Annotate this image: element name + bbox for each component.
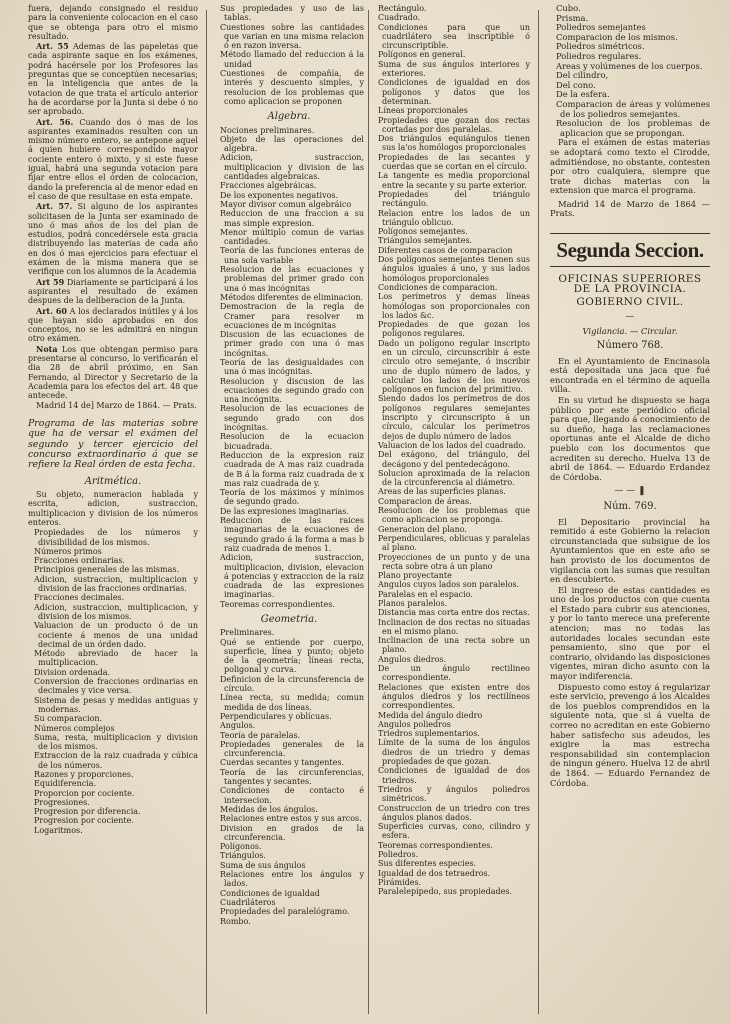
list-item: Dos triángulos equiángulos tienen sus la'os homólogos proporcionales: [378, 134, 530, 153]
divider: [550, 266, 710, 267]
list-item: Del cilindro,: [556, 70, 609, 81]
list-item: Triángulos.: [220, 851, 266, 861]
list-item: Nociones preliminares.: [220, 125, 315, 135]
list-item: De la esfera.: [556, 89, 610, 100]
list-item: Progresion por cociente.: [34, 816, 134, 826]
list-item: Condiciones de igualdad: [220, 888, 320, 898]
list-item: Del cono.: [556, 79, 596, 90]
list-item: Areas de las superficies planas.: [378, 487, 506, 497]
list-item: De las expresiones imaginarias.: [220, 506, 349, 516]
article-paragraph: Nota Los que obtengan permiso para presentarse al concurso, lo verificarán el dia 28 de abril próximo, en San Fernando, al Director y Secretario de la Academia para los efectos del art. 48 que antecede.: [28, 343, 198, 401]
list-item: Relacion entre los lados de un triángulo oblicuo.: [378, 208, 530, 227]
list-item: Poliedros semejantes: [556, 22, 646, 33]
list-item: Su comparacion.: [34, 714, 103, 724]
list-item: Angulos cuyos lados son paralelos.: [378, 580, 520, 590]
list-item: La tangente es media proporcional entre la secante y su parte exterior.: [378, 171, 530, 190]
list-item: Líneas proporcionales: [378, 106, 468, 116]
list-item: Condiciones de comparacion.: [378, 282, 498, 292]
list-item: Propiedades de las secantes y cuerdas que se cortan en el círculo.: [378, 152, 530, 172]
list-item: Inclinacion de una recta sobre un plano.: [378, 636, 530, 655]
dateline: Madrid 14 de] Marzo de 1864. — Prats.: [36, 401, 197, 411]
list-item: Teoremas correspondientes.: [220, 599, 335, 609]
list-item: Resolucion de los problemas de aplicacion que se propongan.: [556, 118, 710, 138]
section-title: Segunda Seccion.: [556, 238, 704, 263]
list-item: Reduccion de la expresion raiz cuadrada de A mas raiz cuadrada de B á la forma raiz cuadrada de x mas raiz cuadrada de y.: [220, 450, 364, 488]
list-item: Extraccion de la raiz cuadrada y cúbica de los números.: [34, 751, 198, 770]
list-item: Teoría de las funciones enteras de una sola variable: [220, 246, 364, 265]
list-item: Proyecciones de un punto y de una recta sobre otra á un plano: [378, 552, 530, 571]
list-item: Adicion, sustraccion, multiplicacion, y division de los mismos.: [34, 602, 198, 621]
arithmetic-list: [28, 528, 198, 835]
list-item: Triángulos semejantes.: [378, 236, 473, 246]
list-item: Principios generales de las mismas.: [34, 565, 180, 575]
list-item: Resolucion de los problemas que como aplicacion se proponga.: [378, 506, 530, 525]
list-item: Generacion del plano.: [378, 524, 467, 534]
list-item: Sus diferentes especies.: [378, 859, 477, 869]
list-item: Angulos poliedros: [378, 719, 451, 729]
list-item: Resolucion de las ecuaciones de segundo grado con dos incógnitas.: [220, 404, 364, 433]
list-item: Del exágono, del triángulo, del decágono y del pentedecágono.: [378, 450, 530, 469]
list-item: Demostracion de la regla de Cramer para resolver m ecuaciones de m incógnitas: [220, 302, 364, 330]
list-item: Rectángulo.: [378, 4, 427, 13]
list-item: Planos paralelos.: [378, 599, 448, 608]
list-item: Qué se entiende por cuerpo, superficie, línea y punto; objeto de la geometría; líneas recta, poligonal y curva.: [220, 637, 364, 675]
list-item: Límite de la suma de los ángulos diedros de un triedro y demas propiedades de que gozan.: [378, 738, 530, 767]
list-item: Comparacion de áreas.: [378, 496, 472, 506]
government-title: GOBIERNO CIVIL.: [576, 296, 684, 309]
article-paragraph: Art. 55 Ademas de las papeletas que cada aspirante saque en los exámenes, podrá hacérsele por los Profesores las preguntas que se conceptúen necesarias; en la inteligencia que antes de la votacion de que trata el artículo anterior ha de acordarse por la Junta si debe ó no ser aprobado.: [28, 41, 198, 117]
list-item: Métodos diferentes de eliminacion.: [220, 292, 364, 302]
list-item: Dos polígonos semejantes tienen sus ángulos iguales á uno, y sus lados homólogos proporcionales: [378, 255, 530, 283]
column-1: [28, 4, 198, 1020]
proportion-list: [214, 4, 364, 106]
notice-paragraph: En el Ayuntamiento de Encinasola está depositada una jaca que fué encontrada en el término de aquella villa.: [550, 355, 710, 395]
list-item: Los perímetros y demas líneas homólogas son proporcionales con los lados &c.: [378, 292, 530, 320]
list-item: Triedros suplementarios.: [378, 729, 480, 739]
list-item: Condiciones de igualdad en dos polígonos y datos que los determinan.: [378, 78, 530, 106]
list-item: Fracciones ordinarias.: [34, 556, 126, 566]
list-item: Diferentes casos de comparacion: [378, 245, 513, 255]
divider: [550, 233, 710, 234]
list-item: De los exponentes negativos.: [220, 190, 339, 200]
list-item: Dado un polígono regular inscripto en un circulo, circunscribir á este circulo otro semejante, ó inscribir uno de duplo número de lados, y calcular los lados de los nuevos polígonos en funcion del primitivo.: [378, 338, 530, 395]
article-paragraph: Art. 60 A los declarados inútiles y á los que hayan sido aprobados en dos conceptos, no se les admitirá en ningun otro exámen.: [28, 305, 198, 344]
list-item: Medidas de los ángulos.: [220, 804, 318, 814]
ornament-rule: —: [625, 311, 635, 322]
list-item: Adicion, sustraccion, multiplicacion, division, elevacion á potencias y extraccion de la raiz cuadrada de las expresiones imaginarias.: [220, 553, 364, 600]
ornament-rule: — — ❚: [614, 486, 646, 497]
column-4: [550, 4, 710, 1020]
notice-paragraph: El Depositario provincial ha remitido á este Gobierno la relacion circunstanciada que subsigue de los Ayuntamientos que en este año se han provisto de los documentos de vigilancia con las sumas que resultan en descubierto.: [550, 516, 710, 585]
list-item: Cuestiones de compañía, de interés y descuento simples, y resolucion de los problemas que como aplicacion se proponen: [220, 69, 364, 106]
notice-number: Número 768.: [596, 340, 664, 352]
list-item: Equidiferencia.: [34, 779, 97, 789]
list-item: Propiedades de los números y divisibilidad de los mismos.: [34, 528, 198, 547]
list-item: Paralelepípedo, sus propiedades.: [378, 887, 513, 897]
lead-paragraph: fuera, dejando consignado el residuo para la conveniente colocacion en el caso que se obtenga para otro el mismo resultado.: [28, 4, 198, 41]
list-item: Condiciones de contacto é intersecion.: [220, 786, 364, 805]
list-item: Razones y proporciones.: [34, 770, 134, 779]
list-item: Su objeto, numeracion hablada y escrita, adicion, sustraccion, multiplicacion y division de los números enteros.: [28, 490, 198, 527]
list-item: Progresiones.: [34, 797, 90, 807]
heading-algebra: Algebra.: [267, 111, 311, 123]
list-item: Resolucion y discusion de las ecuaciones de segundo grado con una incógnita.: [220, 376, 364, 405]
list-item: Relaciones entre los ángulos y lados.: [220, 870, 364, 889]
offices-title: OFICINAS SUPERIORES DE LA PROVINCIA.: [558, 273, 702, 295]
list-item: Siendo dados los perímetros de dos polígonos regulares semejantes inscripto y circunscripto á un círculo, calcular los perímetros dejos de duplo número de lados: [378, 394, 530, 441]
list-item: Teoría de las circunferencias, tangentes y secantes.: [220, 767, 364, 787]
list-item: Pirámides.: [378, 877, 422, 887]
list-item: Cuerdas secantes y tangentes.: [220, 758, 345, 768]
list-item: Poliedros.: [378, 850, 419, 860]
list-item: Propiedades que gozan dos rectas cortadas por dos paralelas.: [378, 115, 530, 134]
list-item: Inclinacion de dos rectas no situadas en el mismo plano.: [378, 617, 530, 636]
list-item: Teoría de los máximos y mínimos de segundo grado.: [220, 488, 364, 507]
list-item: Relaciones que existen entre dos ángulos diedros y los rectilíneos correspondientes.: [378, 682, 530, 711]
list-item: Rombo.: [220, 916, 251, 926]
list-item: Paralelas en el espacio.: [378, 589, 473, 599]
list-item: Condiciones de igualdad de dos triedros.: [378, 766, 530, 785]
list-item: Suma de sus ángulos: [220, 860, 306, 870]
column-2: [214, 4, 364, 1020]
dateline: Madrid 14 de Marzo de 1864 — Prats.: [550, 198, 710, 219]
list-item: Teoremas correspondientes.: [378, 840, 493, 850]
list-item: Línea recta, su medida; comun medida de dos líneas.: [220, 693, 364, 712]
article-paragraph: Art. 57. Si alguno de los aspirantes solicitasen de la Junta ser examinado de uno ó mas años de los del plan de estudios, podrá concedérsele esta gracia distribuyendo las materias de cada año en dos ó mas ejercicios para efectuar el exámen de la misma manera que se verifique con los alumnos de la Academia: [28, 201, 198, 277]
list-item: Perpendiculares y oblícuas.: [220, 711, 332, 721]
list-item: Construccion de un triedro con tres ángulos planos dados.: [378, 803, 530, 822]
list-item: Suma de sus ángulos interiores y exteriores.: [378, 59, 530, 79]
list-item: Fracciones decimales.: [34, 593, 125, 603]
list-item: Método abreviado de hacer la multiplicacion.: [34, 649, 198, 668]
list-item: Objeto de las operaciones del algebra.: [220, 134, 364, 154]
list-item: Menor múltiplo comun de varias cantidades.: [220, 227, 364, 247]
list-item: Superficies curvas, cono, cilindro y esfera.: [378, 822, 530, 841]
list-item: Propiedades del triángulo rectángulo.: [378, 189, 530, 209]
list-item: Solucion aproximada de la relacion de la circunferencia al diámetro.: [378, 468, 530, 488]
list-item: Sus propiedades y uso de las tablas.: [220, 4, 364, 23]
list-item: Comparacion de los mismos.: [556, 31, 678, 42]
geometry-list: [214, 628, 364, 926]
list-item: Cuestiones sobre las cantidades que varian en una misma relacion ó en razon inversa.: [220, 22, 364, 51]
list-item: Valuacion de un producto ó de un cociente á menos de una unidad decimal de un órden dado.: [34, 621, 198, 649]
column-3: [372, 4, 530, 1020]
program-title: Programa de las materias sobre que ha de versar el exámen del segundo y tercer ejercicio del concurso extraordinario á que se refiere la Real órden de esta fecha.: [28, 417, 198, 471]
list-item: Adicion, sustraccion, multiplicacion y division de las fracciones ordinarias.: [34, 574, 198, 594]
list-item: Plano proyectante: [378, 571, 452, 581]
list-item: Resolucion de las ecuaciones y problemas del primer grado con una ó mas incógnitas: [220, 265, 364, 293]
note-paragraph: Para el exámen de estas materias se adoptará como texto el Cirodde, admitiéndose, no obstante, contesten por otro cualquiera, siempre que trate dichas materias con la extension que marca el programa.: [550, 137, 710, 196]
list-item: Mayor divisor comun algebráico: [220, 199, 352, 209]
list-item: Perpendiculares, oblicuas y paralelas al plano.: [378, 533, 530, 553]
list-item: Comparacion de áreas y volúmenes de los poliedros semejantes.: [556, 98, 710, 119]
solid-geometry-list: [550, 4, 710, 138]
list-item: Cuadrado.: [378, 13, 421, 23]
list-item: Polígonos semejantes.: [378, 227, 468, 237]
list-item: Reduccion de una fraccion a su mas simple expresion.: [220, 209, 364, 228]
list-item: Preliminares.: [220, 628, 275, 638]
list-item: Cubo.: [556, 4, 581, 13]
list-item: De un ángulo rectilineo correspondiente.: [378, 664, 530, 683]
list-item: Fracciones algebráicas.: [220, 181, 317, 191]
notice-number: Núm. 769.: [603, 500, 657, 512]
list-item: Proporcion por cociente.: [34, 788, 135, 798]
list-item: Medida del ángulo diedro: [378, 710, 483, 720]
heading-geometry: Geometria.: [260, 614, 318, 625]
list-item: Reduccion de las raices imaginarias de la ecuaciones de segundo grado á la forma a mas b raiz cuadrada de menos 1.: [220, 516, 364, 553]
list-item: Cuadriláteros: [220, 897, 276, 907]
list-item: Progresion por diferencia.: [34, 807, 141, 817]
list-item: Suma, resta, multiplicacion y division de los mismos.: [34, 732, 198, 752]
list-item: Igualdad de dos tetraedros.: [378, 868, 491, 878]
notice-paragraph: Dispuesto como estoy á regularizar este servicio, prevengo á los Alcaldes de los pueblos comprendidos en la siguiente nota, que si á vuelta de correo no acreditan en este Gobierno haber satisfecho sus adeudos, les exigire la mas estrecha responsabilidad sin contemplacion de ningun género. Huelva 12 de abril de 1864. — Eduardo Fernandez de Córdoba.: [550, 681, 710, 788]
geometry-list-continued: [372, 4, 530, 897]
notice-paragraph: En su virtud he dispuesto se haga público por este periódico oficial para que, llegando á conocimiento de su dueño, haga las reclamaciones oportunas ante el Alcalde de dicho pueblo con los documentos que acrediten su derecho. Huelva 13 de abril de 1864. — Eduardo Erdandez de Córdoba.: [550, 395, 710, 482]
heading-arithmetic: Aritmética.: [84, 475, 142, 487]
list-item: Propiedades del paralelógramo.: [220, 907, 350, 917]
list-item: Propiedades generales de la circunferencia.: [220, 739, 364, 759]
list-item: Propiedades de que gozan los polígonos regulares.: [378, 320, 530, 339]
list-item: Division ordenada.: [34, 667, 111, 677]
list-item: Poliedros simétricos.: [556, 41, 645, 52]
list-item: Distancia mas corta entre dos rectas.: [378, 608, 530, 618]
list-item: Polígonos.: [220, 842, 262, 852]
list-item: Poliedros regulares.: [556, 50, 642, 61]
notice-paragraph: El ingreso de estas cantidades es uno de los productos con que cuenta el Estado para cubrir sus atenciones, y por lo tanto merece una preferente atencion; mas no todas las autoridades locales secundan este pensamiento, sino que por el contrario, olvidando las disposiciones vigentes, miran dicho asunto con la mayor indiferencia.: [550, 584, 710, 682]
list-item: Condiciones para que un cuadrilátero sea inscriptible ó circunscriptible.: [378, 22, 530, 51]
list-item: Adicion, sustraccion, multiplicacion y division de las cantidades algebraicas.: [220, 153, 364, 182]
list-item: Angulos diedros.: [378, 654, 447, 664]
list-item: Números primos: [34, 546, 102, 556]
article-paragraph: Art 59 Diariamente se participará á los aspirantes el resultado de exámen despues de la deliberacion de la Junta.: [28, 276, 198, 306]
list-item: Resolucion de la ecuacion bicuadrada.: [220, 432, 364, 451]
article-paragraph: Art. 56. Cuando dos ó mas de los aspirantes examinados resulten con un mismo número entero, se antepone aquel á quien hubiere correspondido mayor cociente entero ó mixto, y si este fuese igual, habrá una segunda votacion para fijar entre ellos el órden de colocacion, dando la preferencia al de menor edad en el caso de que resultase en esta empate.: [28, 116, 198, 201]
circular-label: Vigilancia. — Circular.: [582, 326, 678, 337]
column-rule: [206, 10, 207, 1014]
list-item: Discusion de las ecuaciones de primer grado con una ó mas incógnitas.: [220, 330, 364, 358]
column-rule: [538, 10, 539, 1014]
list-item: Areas y volúmenes de los cuerpos.: [556, 60, 703, 71]
list-item: Definicion de la circunsferencia de círculo.: [220, 674, 364, 694]
list-item: Teoría de las desigualdades con una ó mas incógnitas.: [220, 357, 364, 377]
list-item: Prisma.: [556, 12, 589, 23]
list-item: Polígonos en general.: [378, 50, 466, 60]
list-item: Conversion de fracciones ordinarias en decimales y vice versa.: [34, 677, 198, 696]
list-item: Triedros y ángulos poliedros simétricos.: [378, 784, 530, 804]
list-item: Logaritmos.: [34, 825, 83, 835]
column-rule: [368, 10, 369, 1014]
list-item: Angulos.: [220, 721, 256, 731]
algebra-list: [214, 126, 364, 609]
list-item: Números complejos: [34, 723, 115, 733]
list-item: Division en grados de la circunferencia.: [220, 823, 364, 842]
list-item: Sistema de pesas y medidas antiguas y modernas.: [34, 695, 198, 714]
list-item: Valuacion de los lados del cuadrado.: [378, 440, 526, 450]
list-item: Método llamado del reduccion á la unidad: [220, 50, 364, 69]
list-item: Teoría de paralelas.: [220, 730, 301, 740]
list-item: Relaciones entre estos y sus arcos.: [220, 814, 362, 824]
